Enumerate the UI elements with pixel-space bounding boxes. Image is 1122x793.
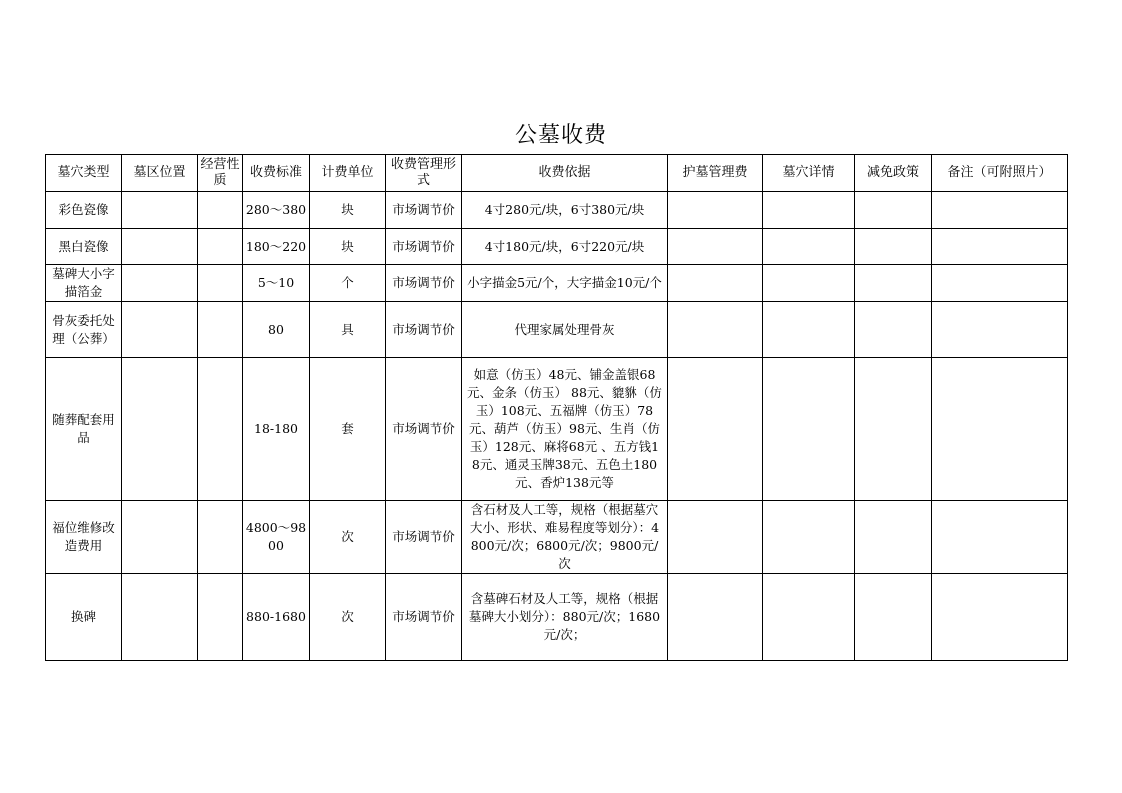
- cell-unit: 个: [310, 265, 386, 302]
- header-nature: 经营性质: [198, 155, 243, 192]
- header-location: 墓区位置: [122, 155, 198, 192]
- cell-exemption: [855, 265, 932, 302]
- table-header-row: [46, 155, 1068, 192]
- cell-maintenance: [668, 358, 763, 501]
- cell-unit: 次: [310, 574, 386, 661]
- cell-nature: [198, 265, 243, 302]
- cell-exemption: [855, 501, 932, 574]
- cell-maintenance: [668, 229, 763, 265]
- cell-type: 墓碑大小字描箔金: [46, 265, 122, 302]
- cell-location: [122, 192, 198, 229]
- cell-details: [763, 358, 855, 501]
- cell-unit: 次: [310, 501, 386, 574]
- cell-unit: 块: [310, 192, 386, 229]
- cell-location: [122, 302, 198, 358]
- cell-standard: 280～380: [243, 192, 310, 229]
- header-standard: 收费标准: [243, 155, 310, 192]
- cell-management: 市场调节价: [386, 229, 462, 265]
- fee-table: [45, 154, 1068, 661]
- cell-unit: 具: [310, 302, 386, 358]
- cell-details: [763, 265, 855, 302]
- cell-management: 市场调节价: [386, 358, 462, 501]
- cell-type: 骨灰委托处理（公葬）: [46, 302, 122, 358]
- cell-standard: 4800～9800: [243, 501, 310, 574]
- cell-details: [763, 302, 855, 358]
- table-row: [46, 501, 1068, 574]
- cell-management: 市场调节价: [386, 265, 462, 302]
- header-details: 墓穴详情: [763, 155, 855, 192]
- header-type: 墓穴类型: [46, 155, 122, 192]
- cell-exemption: [855, 192, 932, 229]
- cell-location: [122, 501, 198, 574]
- page-title: 公墓收费: [514, 123, 607, 148]
- cell-type: 福位维修改造费用: [46, 501, 122, 574]
- cell-standard: 80: [243, 302, 310, 358]
- cell-standard: 880-1680: [243, 574, 310, 661]
- cell-type: 随葬配套用品: [46, 358, 122, 501]
- table-row: [46, 302, 1068, 358]
- cell-details: [763, 501, 855, 574]
- cell-location: [122, 265, 198, 302]
- cell-management: 市场调节价: [386, 302, 462, 358]
- cell-details: [763, 574, 855, 661]
- cell-remarks: [932, 358, 1068, 501]
- cell-remarks: [932, 501, 1068, 574]
- header-exemption: 减免政策: [855, 155, 932, 192]
- header-management: 收费管理形式: [386, 155, 462, 192]
- table-row: [46, 574, 1068, 661]
- cell-nature: [198, 229, 243, 265]
- cell-basis: 含石材及人工等，规格（根据墓穴大小、形状、难易程度等划分）：4800元/次；6800元/次；9800元/次: [462, 501, 668, 574]
- cell-type: 黑白瓷像: [46, 229, 122, 265]
- cell-nature: [198, 501, 243, 574]
- cell-location: [122, 358, 198, 501]
- table-row: [46, 358, 1068, 501]
- cell-type: 换碑: [46, 574, 122, 661]
- table-row: [46, 265, 1068, 302]
- cell-remarks: [932, 265, 1068, 302]
- cell-maintenance: [668, 574, 763, 661]
- cell-nature: [198, 192, 243, 229]
- cell-basis: 4寸280元/块，6寸380元/块: [462, 192, 668, 229]
- header-basis: 收费依据: [462, 155, 668, 192]
- cell-details: [763, 192, 855, 229]
- header-remarks: 备注（可附照片）: [932, 155, 1068, 192]
- cell-unit: 套: [310, 358, 386, 501]
- cell-management: 市场调节价: [386, 192, 462, 229]
- cell-location: [122, 229, 198, 265]
- cell-basis: 4寸180元/块，6寸220元/块: [462, 229, 668, 265]
- cell-basis: 代理家属处理骨灰: [462, 302, 668, 358]
- cell-standard: 180～220: [243, 229, 310, 265]
- header-maintenance: 护墓管理费: [668, 155, 763, 192]
- cell-exemption: [855, 574, 932, 661]
- cell-remarks: [932, 229, 1068, 265]
- cell-maintenance: [668, 302, 763, 358]
- cell-type: 彩色瓷像: [46, 192, 122, 229]
- cell-remarks: [932, 192, 1068, 229]
- cell-management: 市场调节价: [386, 574, 462, 661]
- table-row: [46, 192, 1068, 229]
- cell-maintenance: [668, 192, 763, 229]
- cell-management: 市场调节价: [386, 501, 462, 574]
- cell-remarks: [932, 574, 1068, 661]
- cell-standard: 18-180: [243, 358, 310, 501]
- cell-maintenance: [668, 265, 763, 302]
- cell-standard: 5～10: [243, 265, 310, 302]
- cell-maintenance: [668, 501, 763, 574]
- cell-basis: 含墓碑石材及人工等，规格（根据墓碑大小划分）：880元/次；1680元/次；: [462, 574, 668, 661]
- cell-nature: [198, 574, 243, 661]
- cell-details: [763, 229, 855, 265]
- table-row: [46, 229, 1068, 265]
- cell-location: [122, 574, 198, 661]
- cell-nature: [198, 358, 243, 501]
- cell-basis: 小字描金5元/个，大字描金10元/个: [462, 265, 668, 302]
- cell-exemption: [855, 302, 932, 358]
- cell-remarks: [932, 302, 1068, 358]
- cell-exemption: [855, 358, 932, 501]
- cell-nature: [198, 302, 243, 358]
- cell-exemption: [855, 229, 932, 265]
- cell-basis: 如意（仿玉）48元、铺金盖银68元、金条（仿玉） 88元、貔貅（仿玉）108元、五福牌（仿玉）78元、葫芦（仿玉）98元、生肖（仿玉）128元、麻将68元 、五方钱18元、通灵玉牌38元、五色土180元、香炉138元等: [462, 358, 668, 501]
- cell-unit: 块: [310, 229, 386, 265]
- header-unit: 计费单位: [310, 155, 386, 192]
